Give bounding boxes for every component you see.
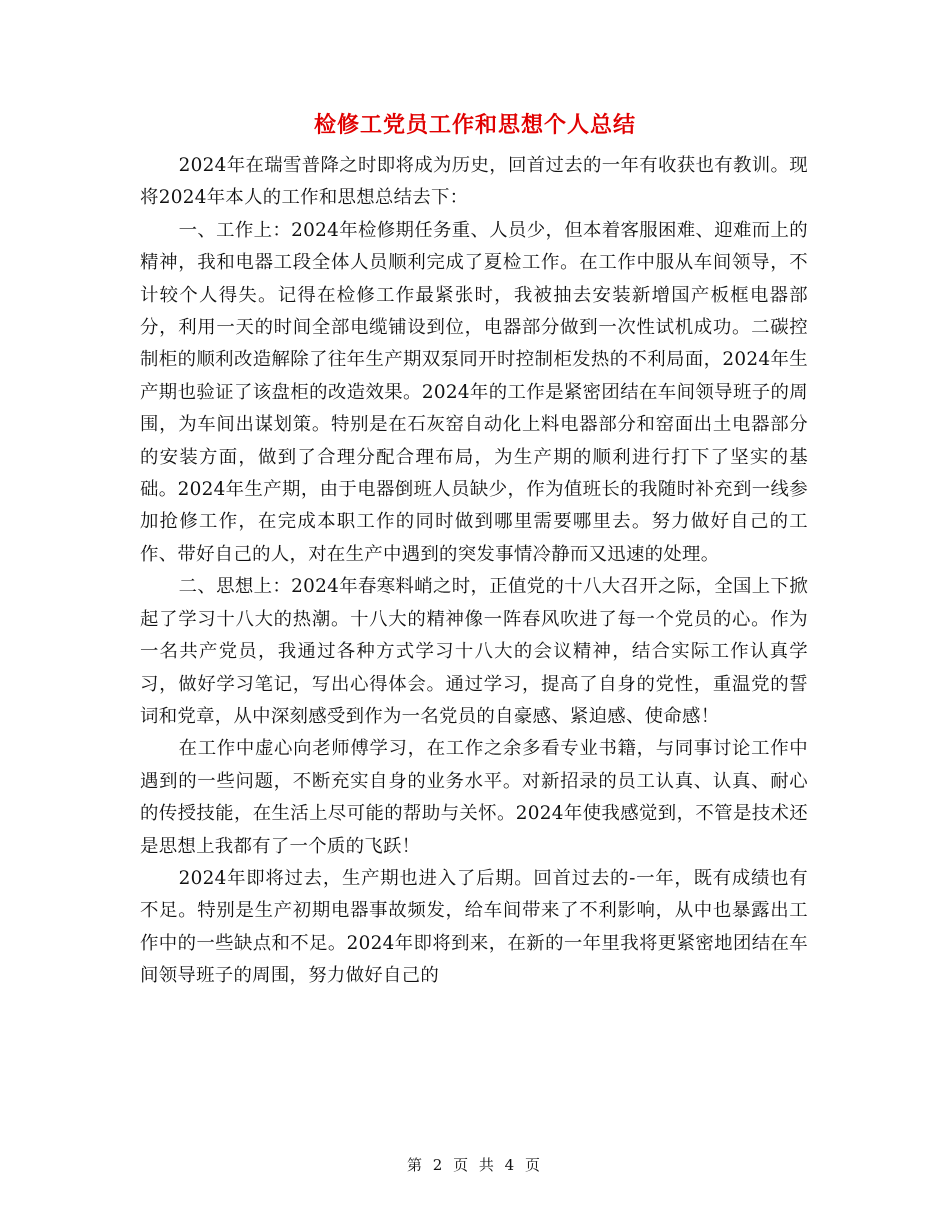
paragraph-learning: 在工作中虚心向老师傅学习，在工作之余多看专业书籍，与同事讨论工作中遇到的一些问题，不断充实自身的业务水平。对新招录的员工认真、认真、耐心的传授技能，在生活上尽可能的帮助与关怀。2024年使我感觉到，不管是技术还是思想上我都有了一个质的飞跃！ xyxy=(140,738,808,857)
page-number-footer: 第 2 页 共 4 页 xyxy=(407,1156,543,1174)
paragraph-thought: 二、思想上：2024年春寒料峭之时，正值党的十八大召开之际，全国上下掀起了学习十八大的热潮。十八大的精神像一阵春风吹进了每一个党员的心。作为一名共产党员，我通过各种方式学习十八大的会议精神，结合实际工作认真学习，做好学习笔记，写出心得体会。通过学习，提高了自身的党性，重温党的誓词和党章，从中深刻感受到作为一名党员的自豪感、紧迫感、使命感！ xyxy=(140,576,808,727)
paragraph-work: 一、工作上：2024年检修期任务重、人员少，但本着客服困难、迎难而上的精神，我和电器工段全体人员顺利完成了夏检工作。在工作中服从车间领导，不计较个人得失。记得在检修工作最紧张时，我被抽去安装新增国产板框电器部分，利用一天的时间全部电缆铺设到位，电器部分做到一次性试机成功。二碳控制柜的顺利改造解除了往年生产期双泵同开时控制柜发热的不利局面，2024年生产期也验证了该盘柜的改造效果。2024年的工作是紧密团结在车间领导班子的周围，为车间出谋划策。特别是在石灰窑自动化上料电器部分和窑面出土电器部分的安装方面，做到了合理分配合理布局，为生产期的顺利进行打下了坚实的基础。2024年生产期，由于电器倒班人员缺少，作为值班长的我随时补充到一线参加抢修工作，在完成本职工作的同时做到哪里需要哪里去。努力做好自己的工作、带好自己的人，对在生产中遇到的突发事情冷静而又迅速的处理。 xyxy=(140,219,808,565)
paragraph-intro: 2024年在瑞雪普降之时即将成为历史，回首过去的一年有收获也有教训。现将2024年本人的工作和思想总结去下： xyxy=(140,155,808,209)
document-body xyxy=(140,150,808,993)
document-title: 检修工党员工作和思想个人总结 xyxy=(313,112,636,138)
paragraph-outlook: 2024年即将过去，生产期也进入了后期。回首过去的-一年，既有成绩也有不足。特别是生产初期电器事故频发，给车间带来了不利影响，从中也暴露出工作中的一些缺点和不足。2024年即将到来，在新的一年里我将更紧密地团结在车间领导班子的周围，努力做好自己的 xyxy=(140,867,808,987)
